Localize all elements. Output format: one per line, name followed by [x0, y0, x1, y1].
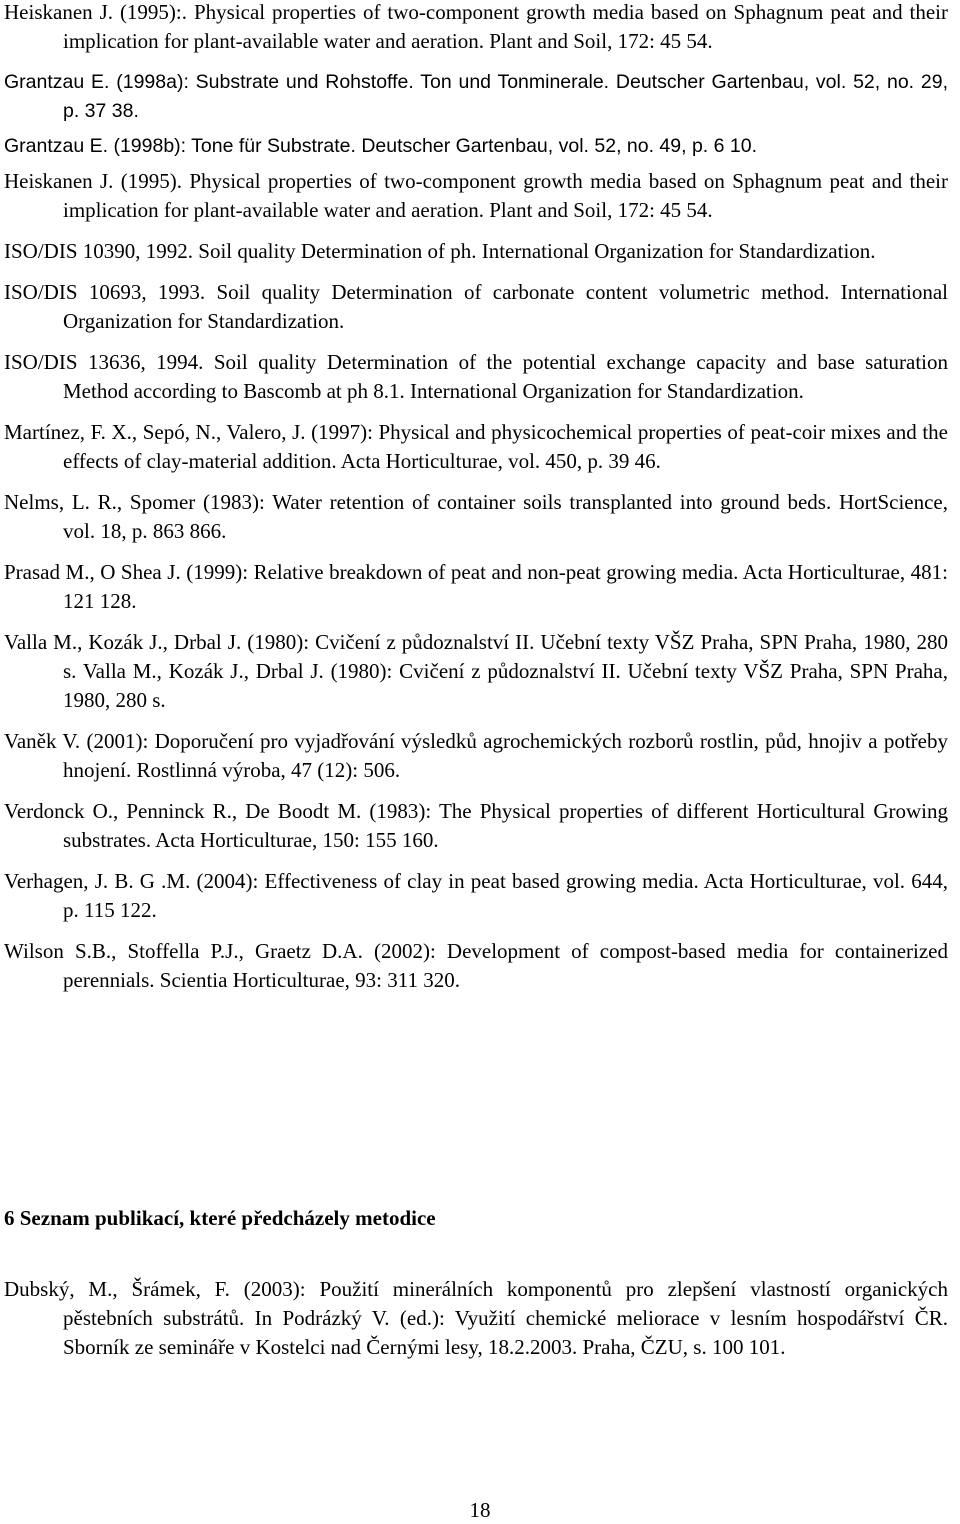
publication-item: Dubský, M., Šrámek, F. (2003): Použití minerálních komponentů pro zlepšení vlastností organických pěstebních substrátů. In Podrázký V. (ed.): Využití chemické meliorace v lesním hospodářství ČR. Sborník ze semináře v Kostelci nad Černými lesy, 18.2.2003. Praha, ČZU, s. 100 101.: [4, 1277, 948, 1359]
reference-item: Heiskanen J. (1995):. Physical properties of two-component growth media based on Sphagnum peat and their implication for plant-available water and aeration. Plant and Soil, 172: 45 54.: [4, 0, 948, 53]
reference-item: Prasad M., O Shea J. (1999): Relative breakdown of peat and non-peat growing media. Acta Horticulturae, 481: 121 128.: [4, 560, 948, 613]
reference-item: ISO/DIS 13636, 1994. Soil quality Determination of the potential exchange capacity and base saturation Method according to Bascomb at ph 8.1. International Organization for Standardization.: [4, 350, 948, 403]
reference-list: [4, 0, 948, 1007]
section-heading: 6 Seznam publikací, které předcházely metodice: [4, 1206, 436, 1230]
reference-item: ISO/DIS 10693, 1993. Soil quality Determination of carbonate content volumetric method. International Organization for Standardization.: [4, 280, 948, 333]
reference-item: Heiskanen J. (1995). Physical properties of two-component growth media based on Sphagnum peat and their implication for plant-available water and aeration. Plant and Soil, 172: 45 54.: [4, 169, 948, 222]
reference-item: Martínez, F. X., Sepó, N., Valero, J. (1997): Physical and physicochemical properties of peat-coir mixes and the effects of clay-material addition. Acta Horticulturae, vol. 450, p. 39 46.: [4, 420, 948, 473]
page-number: 18: [469, 1498, 491, 1522]
reference-item: Nelms, L. R., Spomer (1983): Water retention of container soils transplanted into ground beds. HortScience, vol. 18, p. 863 866.: [4, 490, 948, 543]
publication-list: [4, 1275, 948, 1374]
reference-item: Verdonck O., Penninck R., De Boodt M. (1983): The Physical properties of different Horticultural Growing substrates. Acta Horticulturae, 150: 155 160.: [4, 799, 948, 852]
reference-item: Grantzau E. (1998a): Substrate und Rohstoffe. Ton und Tonminerale. Deutscher Gartenbau, vol. 52, no. 29, p. 37 38.: [4, 71, 948, 122]
reference-item: Wilson S.B., Stoffella P.J., Graetz D.A. (2002): Development of compost-based media for containerized perennials. Scientia Horticulturae, 93: 311 320.: [4, 939, 948, 992]
reference-item: ISO/DIS 10390, 1992. Soil quality Determination of ph. International Organization for Standardization.: [4, 239, 876, 263]
reference-item: Verhagen, J. B. G .M. (2004): Effectiveness of clay in peat based growing media. Acta Horticulturae, vol. 644, p. 115 122.: [4, 869, 948, 922]
reference-item: Valla M., Kozák J., Drbal J. (1980): Cvičení z půdoznalství II. Učební texty VŠZ Praha, SPN Praha, 1980, 280 s. Valla M., Kozák J., Drbal J. (1980): Cvičení z půdoznalství II. Učební texty VŠZ Praha, SPN Praha, 1980, 280 s.: [4, 630, 948, 712]
reference-item: Grantzau E. (1998b): Tone für Substrate. Deutscher Gartenbau, vol. 52, no. 49, p. 6 10.: [4, 135, 758, 157]
reference-item: Vaněk V. (2001): Doporučení pro vyjadřování výsledků agrochemických rozborů rostlin, půd, hnojiv a potřeby hnojení. Rostlinná výroba, 47 (12): 506.: [4, 729, 948, 782]
